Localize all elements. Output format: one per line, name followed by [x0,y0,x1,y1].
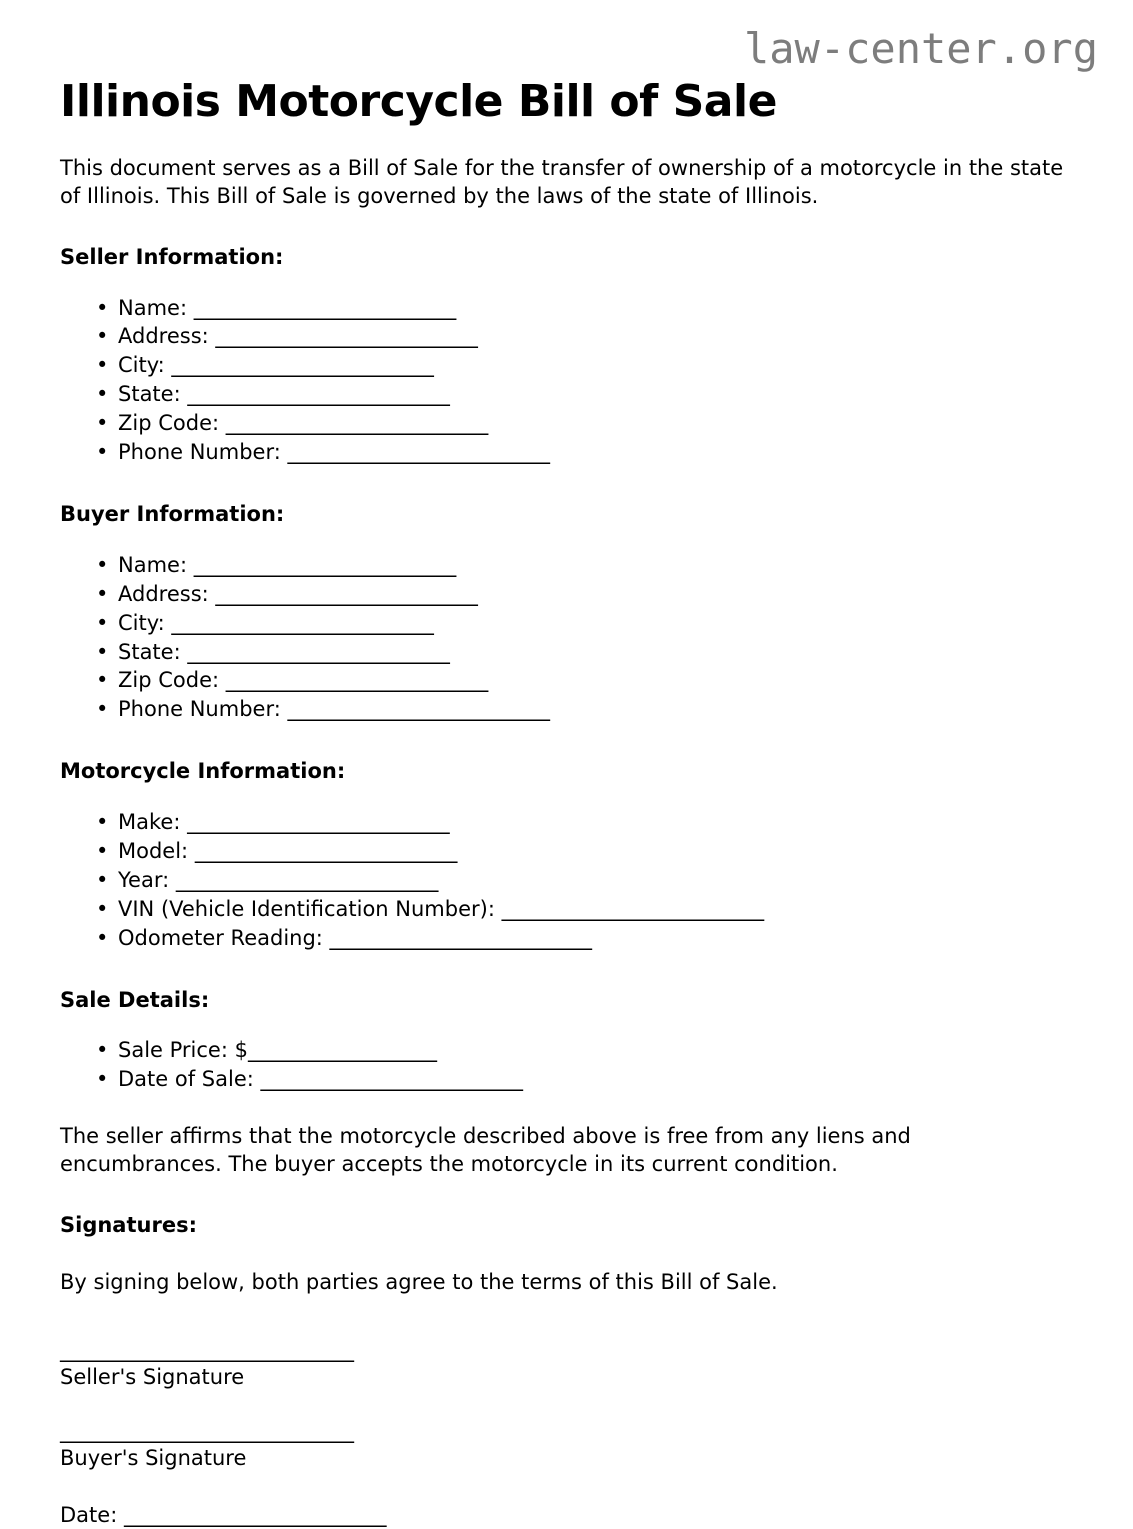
list-item [96,1065,1073,1094]
field-label: City: [118,610,165,635]
list-item [96,322,1073,351]
seller-information-heading: Seller Information: [60,245,284,270]
field-blank[interactable]: _________________________ [180,382,450,407]
field-blank[interactable]: _________________________ [187,295,457,320]
field-label: Address: [118,581,209,606]
list-item [96,580,1073,609]
page-title: Illinois Motorcycle Bill of Sale [60,76,777,127]
field-blank[interactable]: _________________________ [494,896,765,921]
field-label: Phone Number: [118,697,281,722]
field-blank[interactable]: _________________________ [180,639,450,664]
field-blank[interactable]: _________________________ [280,697,550,722]
field-label: State: [118,639,181,664]
field-blank[interactable]: _________________________ [219,411,489,436]
field-blank[interactable]: _________________________ [208,581,478,606]
signature-date-row [60,1501,1073,1529]
buyer-signature-line[interactable]: ____________________________ [60,1419,354,1444]
field-blank[interactable]: _________________________ [187,552,457,577]
site-watermark: law-center.org [743,24,1098,73]
sale-details-heading: Sale Details: [60,987,210,1012]
seller-signature-line[interactable]: ____________________________ [60,1338,354,1363]
motorcycle-field-list [60,808,1073,953]
motorcycle-information-heading: Motorcycle Information: [60,759,346,784]
list-item [96,638,1073,667]
field-label: Name: [118,552,188,577]
list-item [96,924,1073,953]
signature-spacer [60,1391,1073,1421]
field-label: Sale Price: $ [118,1037,248,1062]
buyer-signature-label: Buyer's Signature [60,1446,247,1471]
list-item [96,609,1073,638]
list-item [96,1036,1073,1065]
sale-details-field-list [60,1036,1073,1094]
field-blank[interactable]: _________________________ [253,1066,524,1091]
signature-agreement-text: By signing below, both parties agree to the terms of this Bill of Sale. [60,1269,778,1294]
field-label: Phone Number: [118,440,281,465]
list-item [96,866,1073,895]
field-label: Model: [118,838,189,863]
field-label: Year: [118,867,170,892]
seller-signature-block [60,1340,1073,1391]
seller-signature-label: Seller's Signature [60,1365,245,1390]
field-blank[interactable]: _________________________ [180,809,450,834]
field-blank[interactable]: _________________________ [169,867,439,892]
field-label: Name: [118,295,188,320]
list-item [96,551,1073,580]
field-label: Address: [118,324,209,349]
field-blank[interactable]: _________________________ [280,440,550,465]
field-blank[interactable]: _________________________ [188,838,458,863]
intro-paragraph: This document serves as a Bill of Sale for the transfer of ownership of a motorcycle in the state of Illinois. This Bill of Sale is governed by the laws of the state of Illinois. [60,155,1064,208]
date-blank[interactable]: _________________________ [117,1502,387,1527]
list-item [96,409,1073,438]
field-label: City: [118,353,165,378]
buyer-information-heading: Buyer Information: [60,502,285,527]
field-label: Date of Sale: [118,1066,254,1091]
field-blank[interactable]: _________________________ [164,610,434,635]
field-blank[interactable]: __________________ [247,1037,437,1062]
buyer-signature-block [60,1421,1073,1472]
field-label: VIN (Vehicle Identification Number): [118,896,495,921]
list-item [96,351,1073,380]
field-label: State: [118,382,181,407]
list-item [96,837,1073,866]
list-item [96,895,1073,924]
affirmation-paragraph: The seller affirms that the motorcycle described above is free from any liens and encumbrances. The buyer accepts the motorcycle in its current condition. [60,1123,911,1177]
field-blank[interactable]: _________________________ [322,925,593,950]
list-item [96,438,1073,467]
list-item [96,380,1073,409]
list-item [96,666,1073,695]
field-label: Odometer Reading: [118,925,323,950]
buyer-field-list [60,551,1073,725]
date-label: Date: [60,1502,118,1527]
field-label: Zip Code: [118,668,220,693]
seller-field-list [60,294,1073,468]
list-item [96,294,1073,323]
field-blank[interactable]: _________________________ [219,668,489,693]
field-label: Make: [118,809,181,834]
field-label: Zip Code: [118,411,220,436]
list-item [96,808,1073,837]
signatures-heading: Signatures: [60,1213,197,1238]
field-blank[interactable]: _________________________ [164,353,434,378]
field-blank[interactable]: _________________________ [208,324,478,349]
list-item [96,695,1073,724]
